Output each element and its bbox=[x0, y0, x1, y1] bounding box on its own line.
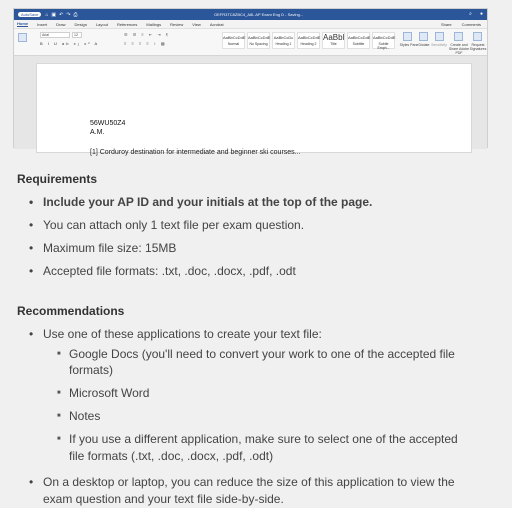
style-preview: AaBbCcDdE bbox=[373, 35, 396, 40]
recommendation-item bbox=[43, 326, 493, 465]
style-no-spacing bbox=[247, 32, 270, 49]
style-label: Heading 2 bbox=[300, 42, 317, 46]
app-item-notes: ■ Notes bbox=[69, 408, 493, 424]
app-list bbox=[69, 346, 493, 465]
styles-pane-icon bbox=[403, 32, 412, 41]
tab-draw: Draw bbox=[56, 21, 66, 27]
tab-references: References bbox=[116, 21, 138, 27]
redo-icon: ↷ bbox=[66, 11, 71, 18]
recommendations-list bbox=[43, 326, 493, 508]
paste-icon bbox=[18, 33, 27, 42]
document-canvas bbox=[14, 56, 487, 156]
ribbon-toolbar bbox=[14, 29, 487, 56]
paragraph-buttons: ☰ ☰ ≡ ⇤ ⇥ ¶ bbox=[124, 32, 170, 37]
sensitivity-label: Sensitivity bbox=[431, 43, 447, 47]
font-name-value: Arial bbox=[42, 33, 50, 37]
style-preview: AaBbl bbox=[323, 33, 345, 42]
tab-view: View bbox=[192, 21, 201, 27]
window-controls bbox=[469, 11, 483, 17]
quick-access-toolbar bbox=[45, 12, 77, 18]
tab-acrobat: Acrobat bbox=[209, 21, 224, 27]
tab-insert: Insert bbox=[37, 21, 48, 27]
request-signatures-label: Request Signatures bbox=[469, 43, 487, 51]
style-label: Subtle Emph... bbox=[377, 42, 390, 50]
style-label: Subtitle bbox=[352, 42, 365, 46]
doc-line-initials: A.M. bbox=[90, 129, 105, 136]
style-title bbox=[322, 32, 345, 49]
app-item-microsoft-word: ■ Microsoft Word bbox=[69, 385, 493, 401]
style-preview: AaBbCcDc bbox=[273, 35, 294, 40]
style-heading-2 bbox=[297, 32, 320, 49]
undo-icon: ↶ bbox=[59, 11, 64, 18]
document-page bbox=[36, 63, 472, 156]
comments-button: Comments bbox=[461, 22, 481, 27]
tab-layout: Layout bbox=[95, 21, 108, 27]
requirement-item: • Accepted file formats: .txt, .doc, .docx, .pdf, .odt bbox=[43, 263, 372, 279]
style-label: Title bbox=[330, 42, 337, 46]
document-title: OEFR3TC8ZBC4_A8L AP Exam Eng D - Saving... bbox=[214, 12, 304, 17]
alignment-buttons: ≡ ≡ ≡ ≡ ↕ ▦ bbox=[124, 41, 167, 46]
home-icon: ⌂ bbox=[45, 11, 49, 18]
style-label: Normal bbox=[227, 42, 240, 46]
sensitivity-icon bbox=[435, 32, 444, 41]
autosave-toggle: AutoSave bbox=[18, 12, 41, 17]
format-buttons: B I U ab x₂ x² A bbox=[40, 41, 100, 46]
recommendations-heading: Recommendations bbox=[17, 304, 125, 318]
word-titlebar bbox=[14, 9, 487, 20]
style-preview: AaBbCcDdE bbox=[298, 35, 321, 40]
requirements-list bbox=[43, 194, 372, 279]
tab-home: Home bbox=[17, 21, 29, 26]
requirement-item: • Include your AP ID and your initials at the top of the page. bbox=[43, 194, 372, 210]
tab-review: Review bbox=[170, 21, 184, 27]
microphone-icon bbox=[419, 32, 428, 41]
font-name-box bbox=[40, 32, 70, 38]
style-label: No Spacing bbox=[249, 42, 268, 46]
recommendation-intro: Use one of these applications to create your text file: bbox=[43, 327, 322, 341]
requirement-item: • Maximum file size: 15MB bbox=[43, 240, 372, 256]
tab-mailings: Mailings bbox=[146, 21, 162, 27]
adobe-pdf-label: Create and Share Adobe PDF bbox=[448, 43, 470, 55]
style-normal bbox=[222, 32, 245, 49]
style-subtle-emphasis bbox=[372, 32, 395, 49]
share-button: Share bbox=[440, 22, 452, 27]
adobe-pdf-icon bbox=[454, 32, 463, 41]
doc-line-partial bbox=[90, 149, 400, 154]
font-size-value: 12 bbox=[74, 33, 78, 37]
search-icon: ⌕ bbox=[469, 11, 472, 17]
app-item-other: ■ If you use a different application, make sure to select one of the accepted file formats (.txt, .doc, .docx, .pdf, .odt) bbox=[69, 431, 469, 465]
word-screenshot-image bbox=[13, 8, 488, 156]
font-size-box bbox=[72, 32, 82, 38]
style-subtitle bbox=[347, 32, 370, 49]
account-icon: ● bbox=[479, 11, 483, 17]
style-heading-1 bbox=[272, 32, 295, 49]
print-icon: ⎙ bbox=[73, 11, 78, 18]
requirement-item: • You can attach only 1 text file per exam question. bbox=[43, 217, 372, 233]
recommendation-item-tip: • On a desktop or laptop, you can reduce the size of this application to view the exam question and your text file side-by-side. bbox=[43, 474, 483, 508]
styles-pane-label: Styles Pane bbox=[399, 43, 419, 47]
requirements-heading: Requirements bbox=[17, 172, 98, 186]
request-signatures-icon bbox=[473, 32, 482, 41]
doc-line-partial-text: [1] Corduroy destination for intermediate and beginner ski courses... bbox=[90, 149, 301, 156]
doc-line-ap-id: 56WU50Z4 bbox=[90, 120, 126, 127]
dictate-label: Dictate bbox=[418, 43, 430, 47]
style-preview: AaBbCcDdE bbox=[223, 35, 246, 40]
style-preview: AaBbCcDdE bbox=[348, 35, 371, 40]
save-icon: ▣ bbox=[51, 11, 57, 18]
tab-design: Design bbox=[74, 21, 87, 27]
app-item-google-docs: ■ Google Docs (you'll need to convert your work to one of the accepted file formats) bbox=[69, 346, 493, 378]
style-preview: AaBbCcDdE bbox=[248, 35, 271, 40]
ribbon-tab-bar bbox=[14, 20, 487, 29]
style-label: Heading 1 bbox=[275, 42, 292, 46]
